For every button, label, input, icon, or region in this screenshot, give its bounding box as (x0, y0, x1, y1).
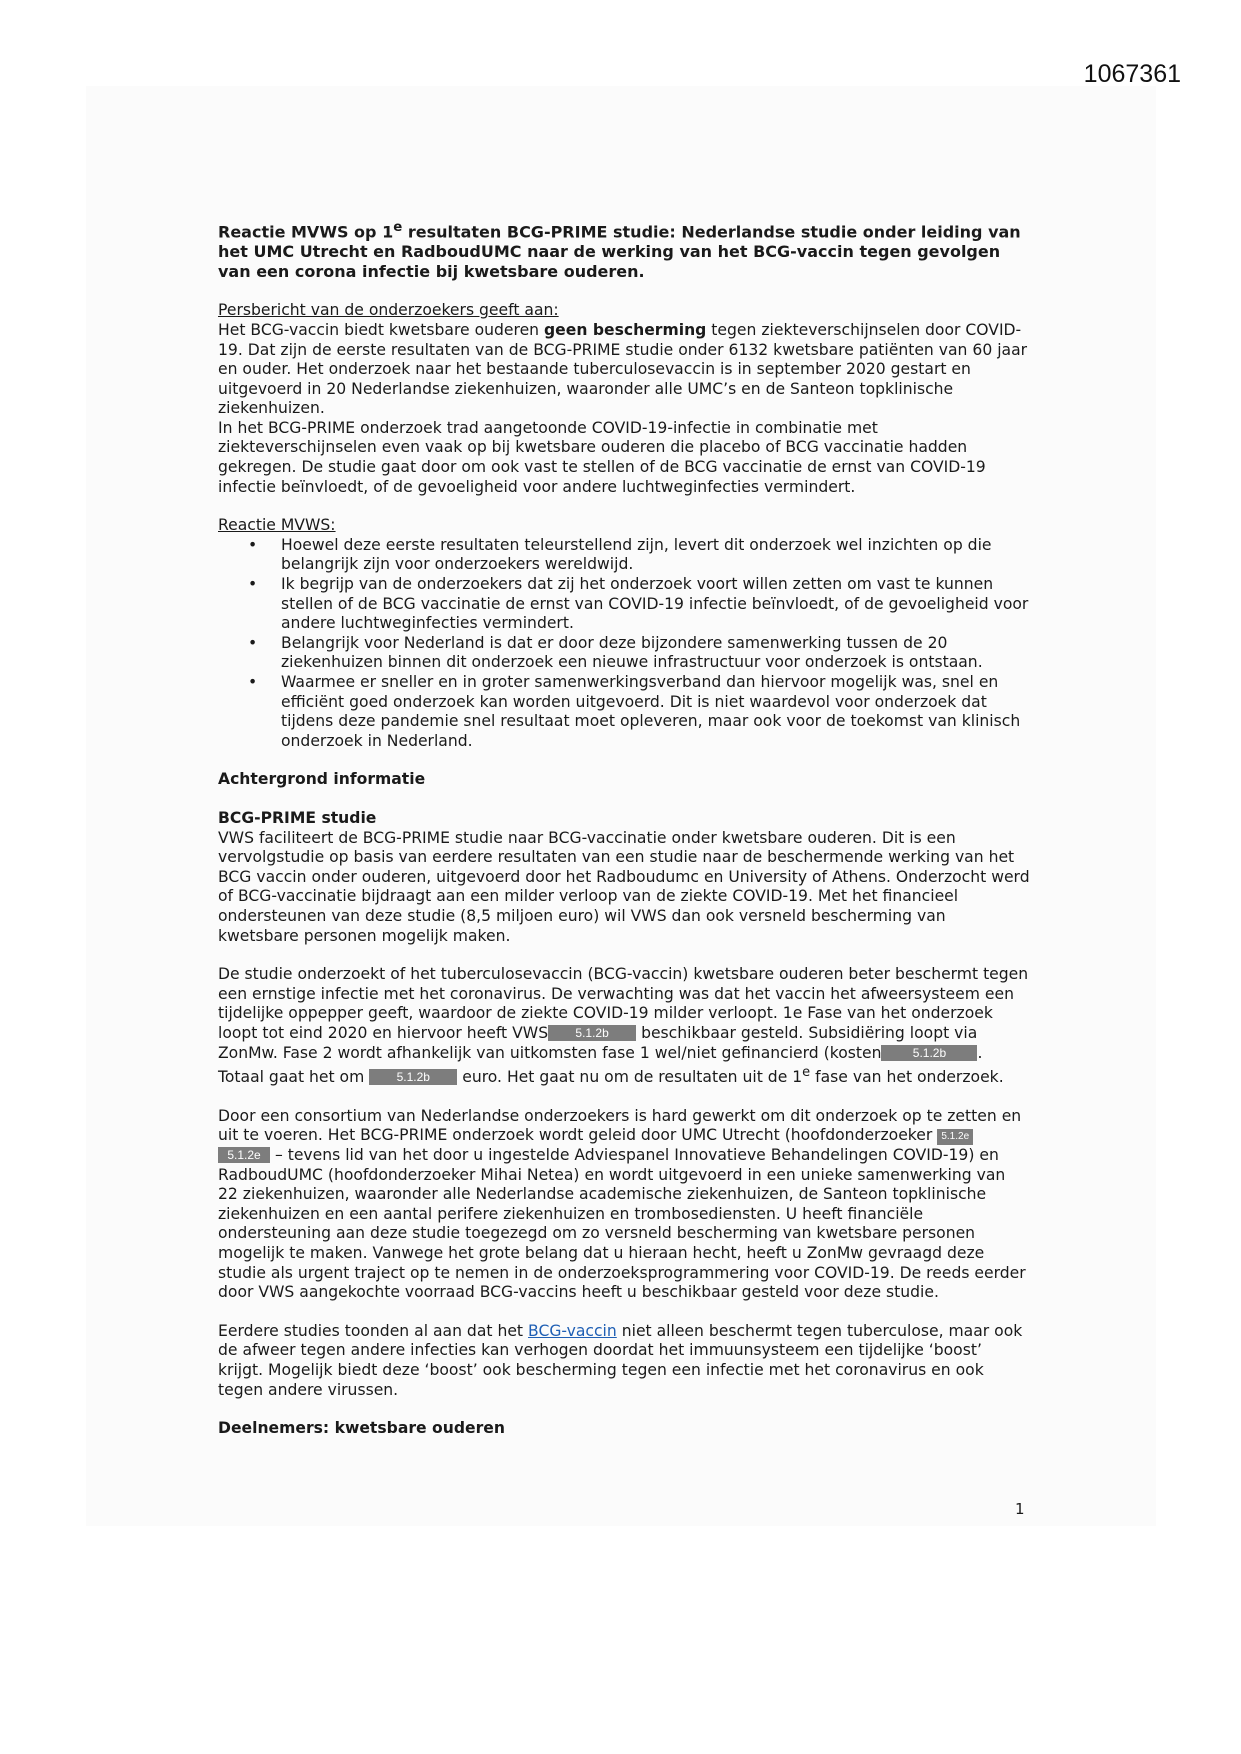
document-title (218, 218, 1030, 282)
deelnemers-heading: Deelnemers: kwetsbare ouderen (218, 1419, 505, 1438)
text: beschikbaar gesteld. Subsidiëring loopt via ZonMw. Fase 2 wordt afhankelijk van uitkomsten fase 1 wel/niet gefinancierd (kosten (218, 1023, 978, 1062)
list-item: • Hoewel deze eerste resultaten teleurstellend zijn, levert dit onderzoek wel inzichten op die belangrijk zijn voor onderzoekers wereldwijd. (281, 536, 1030, 575)
text: Het BCG-vaccin biedt kwetsbare ouderen (218, 320, 544, 339)
title-text-rest: resultaten BCG-PRIME studie: Nederlandse studie onder leiding van het UMC Utrecht en RadboudUMC naar de werking van het BCG-vaccin tegen gevolgen van een corona infectie bij kwetsbare ouderen. (218, 222, 1021, 282)
redaction-box: 5.1.2b (548, 1025, 636, 1041)
persbericht-paragraph-2: In het BCG-PRIME onderzoek trad aangetoonde COVID-19-infectie in combinatie met ziekteverschijnselen even vaak op bij kwetsbare ouderen die placebo of BCG vaccinatie hadden gekregen. De studie gaat door om ook vast te stellen of de BCG vaccinatie de ernst van COVID-19 infectie beïnvloedt, of de gevoeligheid voor andere luchtweginfecties vermindert. (218, 418, 986, 496)
document-number: 1067361 (1083, 60, 1181, 88)
redaction-box: 5.1.2b (881, 1045, 977, 1061)
bcg-prime-heading: BCG-PRIME studie (218, 808, 377, 827)
text: tegen ziekteverschijnselen door COVID-19. Dat zijn de eerste resultaten van de BCG-PRIME studie onder 6132 kwetsbare patiënten van 60 jaar en ouder. Het onderzoek naar het bestaande tuberculosevaccin is in september 2020 gestart en uitgevoerd in 20 Nederlandse ziekenhuizen, waaronder alle UMC’s en de Santeon topklinische ziekenhuizen. (218, 320, 1028, 418)
persbericht-paragraph-1 (218, 321, 1030, 419)
bcg-paragraph-4 (218, 1322, 1030, 1400)
list-item: • Ik begrijp van de onderzoekers dat zij het onderzoek voort willen zetten om vast te kunnen stellen of de BCG vaccinatie de ernst van COVID-19 infectie beïnvloedt, of de gevoeligheid voor andere luchtweginfecties vermindert. (281, 575, 1030, 634)
redaction-box: 5.1.2b (369, 1069, 457, 1085)
document-body (218, 218, 1030, 1439)
list-item: • Belangrijk voor Nederland is dat er door deze bijzondere samenwerking tussen de 20 ziekenhuizen binnen dit onderzoek een nieuwe infrastructuur voor onderzoek is ontstaan. (281, 634, 1030, 673)
text: De studie onderzoekt of het tuberculosevaccin (BCG-vaccin) kwetsbare ouderen beter beschermt tegen een ernstige infectie met het coronavirus. De verwachting was dat het vaccin het afweersysteem een tijdelijke oppepper geeft, waardoor de ziekte COVID-19 milder verloopt. 1e Fase van het onderzoek loopt tot eind 2020 en hiervoor heeft VWS (218, 965, 1029, 1042)
bcg-paragraph-3 (218, 1107, 1030, 1303)
redaction-box: 5.1.2e (218, 1147, 270, 1163)
list-item: • Waarmee er sneller en in groter samenwerkingsverband dan hiervoor mogelijk was, snel en efficiënt goed onderzoek kan worden uitgevoerd. Dit is niet waardevol voor onderzoek dat tijdens deze pandemie snel resultaat moet opleveren, maar ook voor de toekomst van klinisch onderzoek in Nederland. (281, 673, 1030, 751)
text: niet alleen beschermt tegen tuberculose, maar ook de afweer tegen andere infecties kan verhogen doordat het immuunsysteem een tijdelijke ‘boost’ krijgt. Mogelijk biedt deze ‘boost’ ook bescherming tegen een infectie met het coronavirus en ook tegen andere virussen. (218, 1321, 1023, 1399)
page-number: 1 (1015, 1500, 1025, 1518)
text: fase van het onderzoek. (810, 1068, 1004, 1087)
text: . Totaal gaat het om (218, 1043, 983, 1087)
text: – tevens lid van het door u ingestelde Adviespanel Innovatieve Behandelingen COVID-19) en RadboudUMC (hoofdonderzoeker Mihai Netea) en wordt uitgevoerd in een unieke samenwerking van 22 ziekenhuizen, waaronder alle Nederlandse academische ziekenhuizen, de Santeon topklinische ziekenhuizen en een aantal perifere ziekenhuizen en trombosediensten. U heeft financiële ondersteuning aan deze studie toegezegd om zo versneld bescherming van kwetsbare personen mogelijk te maken. Vanwege het grote belang dat u hieraan hecht, heeft u ZonMw gevraagd deze studie als urgent traject op te nemen in de onderzoeksprogrammering voor COVID-19. De reeds eerder door VWS aangekochte voorraad BCG-vaccins heeft u beschikbaar gesteld voor deze studie. (218, 1146, 1026, 1302)
bcg-paragraph-1: VWS faciliteert de BCG-PRIME studie naar BCG-vaccinatie onder kwetsbare ouderen. Dit is een vervolgstudie op basis van eerdere resultaten van een studie naar de beschermende werking van het BCG vaccin onder ouderen, uitgevoerd door het Radboudumc en University of Athens. Onderzocht werd of BCG-vaccinatie bijdraagt aan een milder verloop van de ziekte COVID-19. Met het financieel ondersteunen van deze studie (8,5 miljoen euro) wil VWS dan ook versneld bescherming van kwetsbare personen mogelijk maken. (218, 828, 1030, 945)
text: Door een consortium van Nederlandse onderzoekers is hard gewerkt om dit onderzoek op te zetten en uit te voeren. Het BCG-PRIME onderzoek wordt geleid door UMC Utrecht (hoofdonderzoeker (218, 1106, 1022, 1145)
text: Eerdere studies toonden al aan dat het (218, 1321, 529, 1340)
superscript: e (802, 1065, 811, 1081)
bcg-vaccin-link[interactable]: BCG-vaccin (528, 1321, 617, 1340)
text: euro. Het gaat nu om de resultaten uit de 1 (462, 1068, 803, 1087)
reactie-heading: Reactie MVWS: (218, 516, 336, 535)
title-text: Reactie MVWS op 1 (218, 222, 394, 242)
reactie-list (218, 536, 1030, 752)
persbericht-heading: Persbericht van de onderzoekers geeft aan: (218, 301, 559, 320)
achtergrond-heading: Achtergrond informatie (218, 770, 426, 789)
emphasis: geen bescherming (544, 320, 707, 339)
title-superscript: e (393, 220, 403, 235)
redaction-box: 5.1.2e (937, 1129, 973, 1145)
bcg-paragraph-2 (218, 965, 1030, 1088)
